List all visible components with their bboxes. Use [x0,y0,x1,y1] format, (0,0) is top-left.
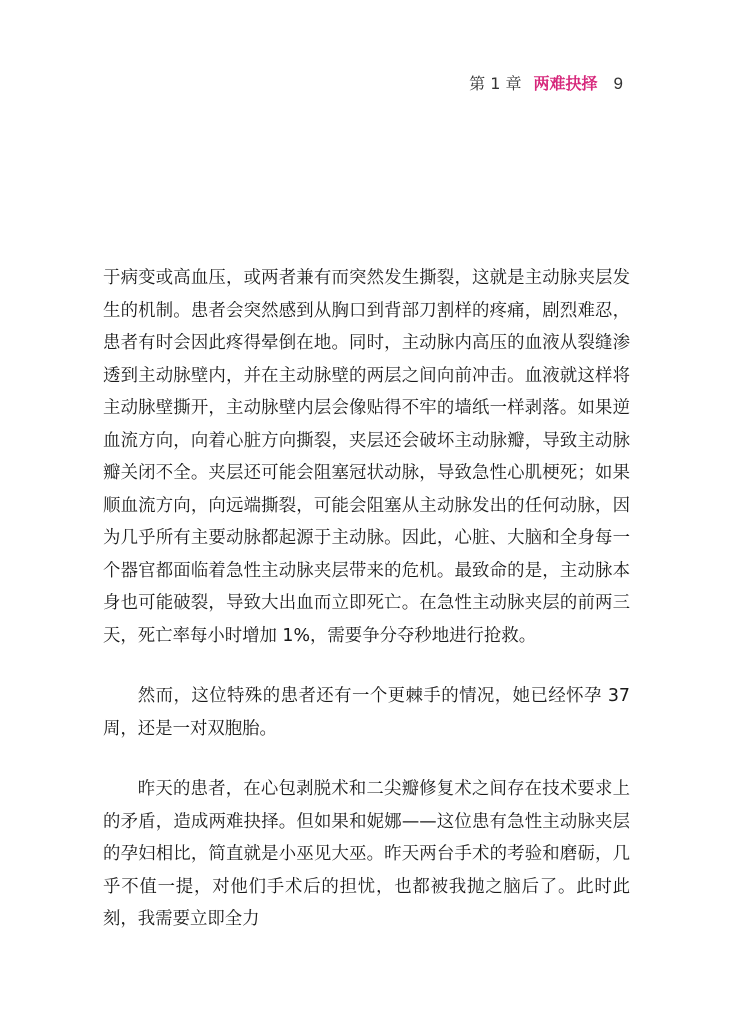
page-number: 9 [613,74,623,93]
paragraph-3: 昨天的患者，在心包剥脱术和二尖瓣修复术之间存在技术要求上的矛盾，造成两难抉择。但如果和妮娜——这位患有急性主动脉夹层的孕妇相比，简直就是小巫见大巫。昨天两台手术的考验和磨砺，几乎不值一提，对他们手术后的担忧，也都被我抛之脑后了。此时此刻，我需要立即全力 [103,779,630,929]
running-header [469,71,623,94]
paragraph-1: 于病变或高血压，或两者兼有而突然发生撕裂，这就是主动脉夹层发生的机制。患者会突然感到从胸口到背部刀割样的疼痛，剧烈难忍，患者有时会因此疼得晕倒在地。同时，主动脉内高压的血液从裂缝渗透到主动脉壁内，并在主动脉壁的两层之间向前冲击。血液就这样将主动脉壁撕开，主动脉壁内层会像贴得不牢的墙纸一样剥落。如果逆血流方向，向着心脏方向撕裂，夹层还会破坏主动脉瓣，导致主动脉瓣关闭不全。夹层还可能会阻塞冠状动脉，导致急性心肌梗死；如果顺血流方向，向远端撕裂，可能会阻塞从主动脉发出的任何动脉，因为几乎所有主要动脉都起源于主动脉。因此，心脏、大脑和全身每一个器官都面临着急性主动脉夹层带来的危机。最致命的是，主动脉本身也可能破裂，导致大出血而立即死亡。在急性主动脉夹层的前两三天，死亡率每小时增加 1%，需要争分夺秒地进行抢救。 [103,268,630,646]
body-text [103,262,630,936]
chapter-title: 两难抉择 [533,74,598,93]
paragraph-2: 然而，这位特殊的患者还有一个更棘手的情况，她已经怀孕 37 周，还是一对双胞胎。 [103,686,630,739]
chapter-label: 第 1 章 [469,74,522,93]
